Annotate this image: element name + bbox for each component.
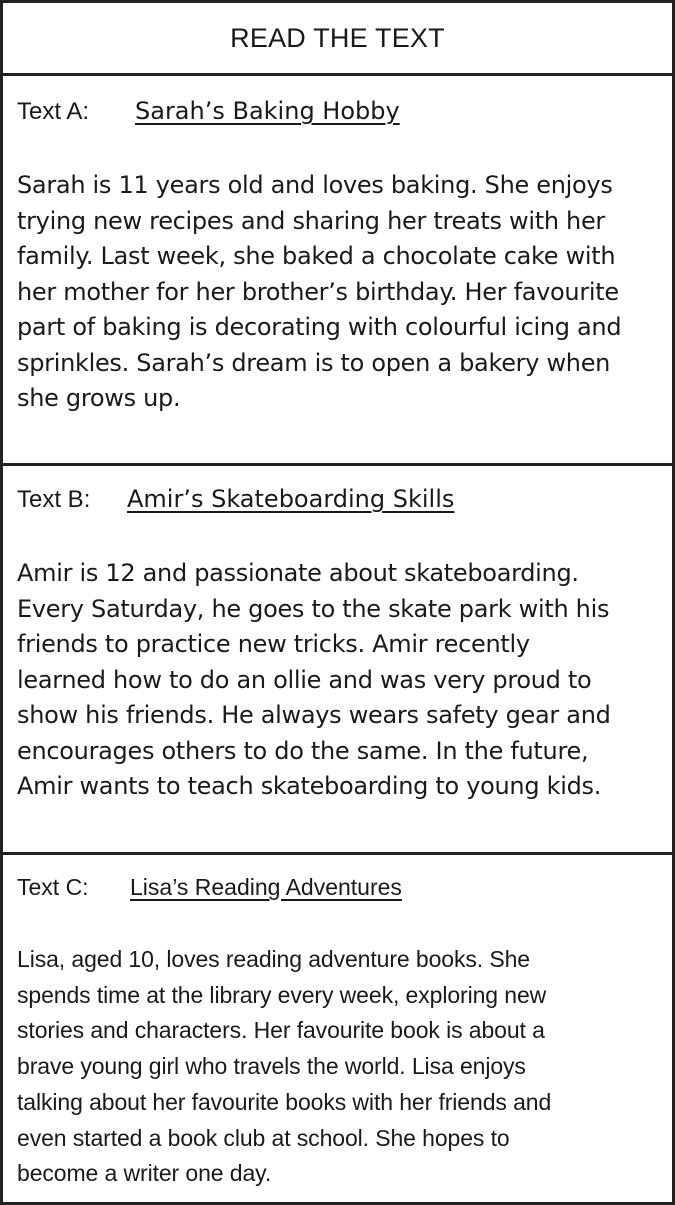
text-b-label: Text B: (17, 486, 91, 513)
text-a-section (0, 76, 675, 466)
text-b-line: friends to practice new tricks. Amir recently (17, 630, 530, 658)
text-c-line: Lisa, aged 10, loves reading adventure books. She (17, 946, 530, 972)
text-a-line: part of baking is decorating with colourful icing and (17, 313, 622, 341)
text-c-heading (17, 872, 658, 902)
text-c-line: spends time at the library every week, exploring new (17, 981, 547, 1008)
text-b-line: Amir is 12 and passionate about skateboarding. (17, 559, 579, 587)
text-a-label: Text A: (17, 98, 90, 125)
text-a-heading (17, 96, 658, 127)
text-c-body (17, 942, 658, 1192)
text-b-line: show his friends. He always wears safety gear and (17, 701, 611, 729)
text-a-line: Sarah is 11 years old and loves baking. She enjoys (17, 171, 613, 199)
text-c-title: Lisa’s Reading Adventures (130, 874, 402, 900)
text-b-section (0, 466, 675, 855)
text-b-body (17, 556, 658, 805)
text-a-line: sprinkles. Sarah’s dream is to open a bakery when (17, 348, 611, 377)
page-header (0, 0, 675, 76)
text-b-line: encourages others to do the same. In the future, (17, 736, 589, 765)
text-c-line: talking about her favourite books with her friends and (17, 1088, 552, 1115)
text-a-line: she grows up. (17, 384, 181, 412)
text-b-line: learned how to do an ollie and was very proud to (17, 665, 592, 694)
text-b-title: Amir’s Skateboarding Skills (127, 485, 455, 513)
text-b-line: Amir wants to teach skateboarding to young kids. (17, 772, 602, 800)
text-a-title: Sarah’s Baking Hobby (135, 97, 400, 125)
page-title: READ THE TEXT (230, 22, 445, 53)
text-a-line: her mother for her brother’s birthday. Her favourite (17, 277, 619, 306)
text-c-line: stories and characters. Her favourite book is about a (17, 1017, 545, 1044)
text-a-body (17, 168, 658, 417)
text-c-line: brave young girl who travels the world. Lisa enjoys (17, 1053, 526, 1080)
text-c-label: Text C: (17, 874, 89, 900)
text-b-heading (17, 484, 658, 515)
text-a-line: family. Last week, she baked a chocolate cake with (17, 242, 616, 270)
text-c-line: even started a book club at school. She hopes to (17, 1124, 510, 1151)
text-c-section (0, 855, 675, 1205)
text-c-line: become a writer one day. (17, 1160, 272, 1187)
text-a-line: trying new recipes and sharing her treats with her (17, 206, 606, 235)
text-b-line: Every Saturday, he goes to the skate park with his (17, 594, 610, 623)
